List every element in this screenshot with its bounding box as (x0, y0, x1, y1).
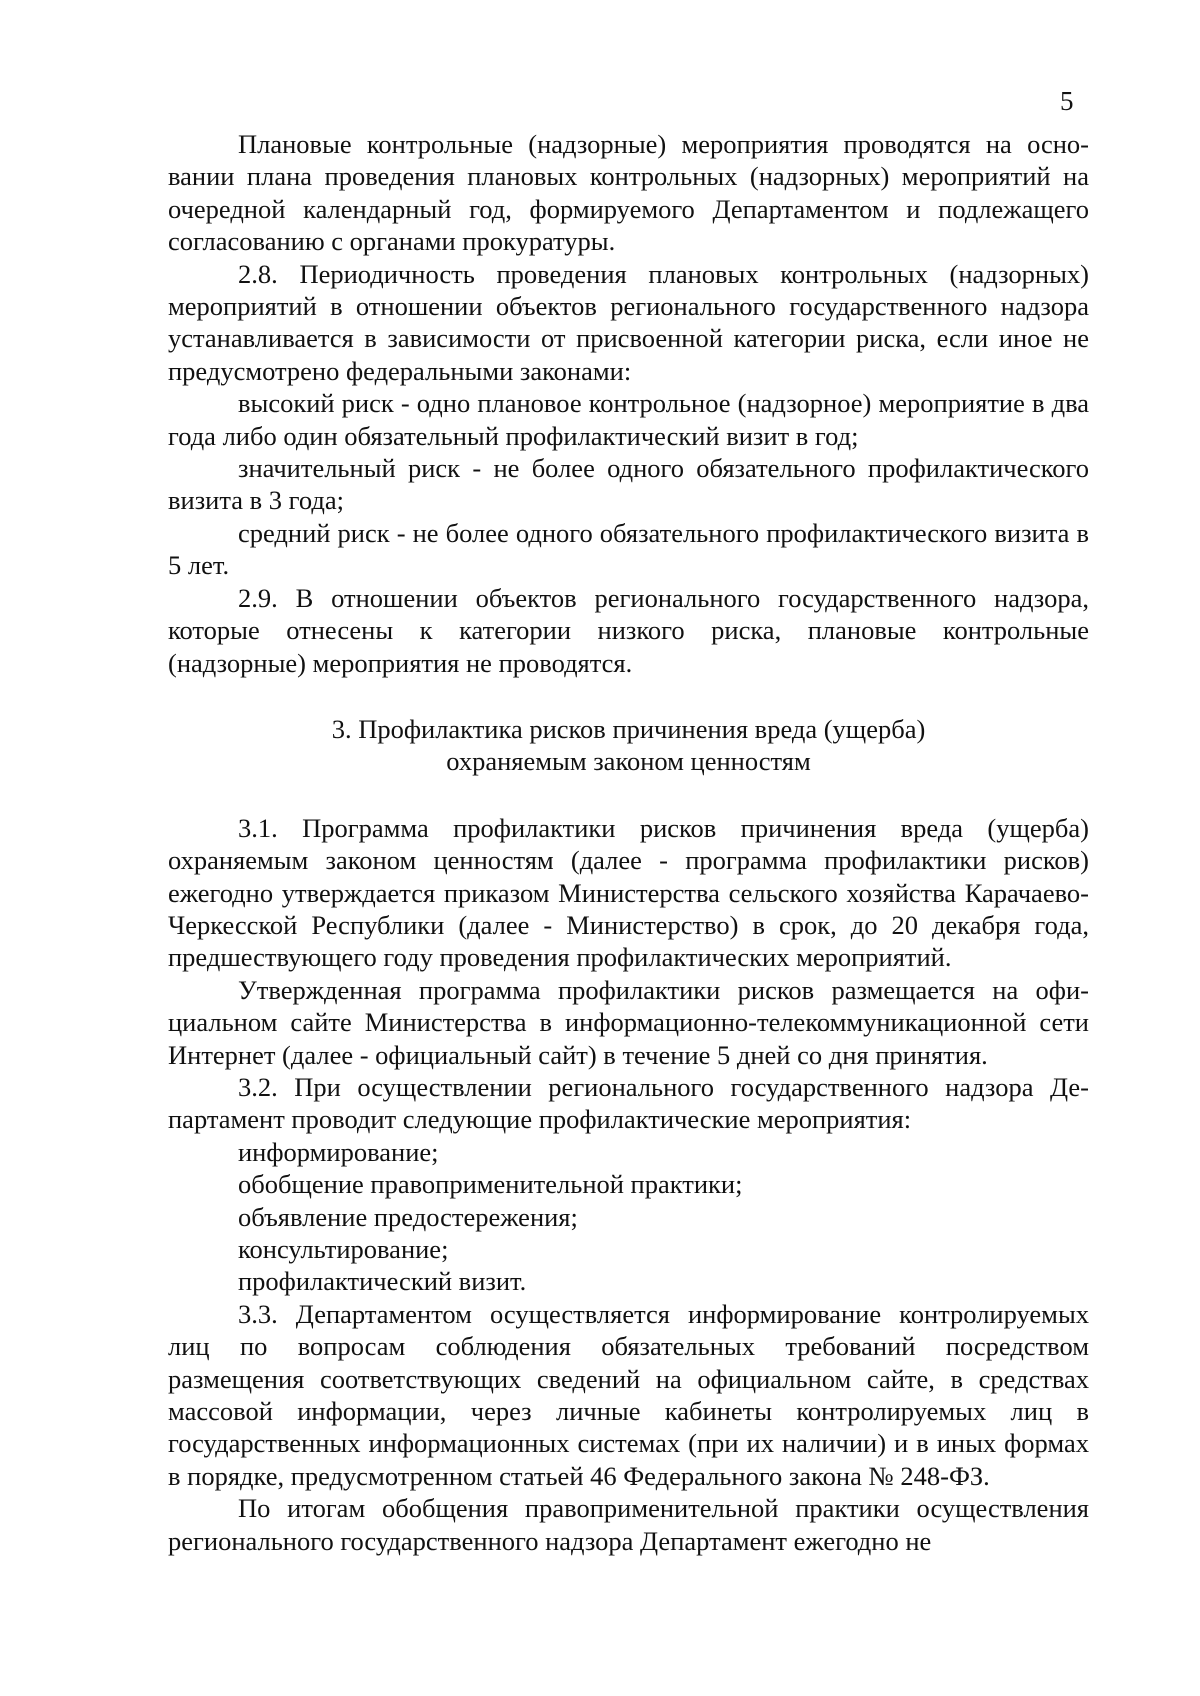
section-title-line-2: охраняемым законом ценностям (446, 746, 811, 777)
list-item-preventive-visit: профилактический визит. (238, 1266, 527, 1297)
list-item-informing: информирование; (238, 1136, 439, 1167)
paragraph-3-1: 3.1. Программа профилактики рисков причинения вреда (ущерба) охраняемым законом ценностям (далее - программа профилактики рисков) ежегодно утверждается приказом Министерства сельского хозяйства Карачаево-Черкесской Республики (далее - Министерство) в срок, до 20 декабря года, предшествующего году проведения профилактических мероприятий. (168, 812, 1089, 973)
paragraph-3-2: 3.2. При осуществлении регионального государственного надзора Департамент проводит следующие профилактические мероприятия: (168, 1071, 1089, 1135)
section-title-line-1: 3. Профилактика рисков причинения вреда (ущерба) (331, 713, 926, 744)
paragraph-3-3: 3.3. Департаментом осуществляется информирование контролируемых лиц по вопросам соблюдения обязательных требований посредством размещения соответствующих сведений на официальном сайте, в средствах массовой информации, через личные кабинеты контролируемых лиц в государственных информационных системах (при их наличии) и в иных формах в порядке, предусмотренном статьей 46 Федерального закона № 248-ФЗ. (168, 1298, 1089, 1491)
paragraph-generalization-results: По итогам обобщения правоприменительной практики осуществления регионального государственного надзора Департамент ежегодно не (168, 1493, 1089, 1556)
list-item-warning: объявление предостережения; (238, 1201, 578, 1232)
document-body (168, 128, 1089, 1557)
paragraph-significant-risk: значительный риск - не более одного обязательного профилактического визита в 3 года; (168, 453, 1089, 516)
paragraph-medium-risk: средний риск - не более одного обязательного профилактического визита в 5 лет. (168, 517, 1089, 581)
page-number: 5 (1060, 86, 1074, 116)
paragraph-planned-inspections: Плановые контрольные (надзорные) мероприятия проводятся на основании плана проведения плановых контрольных (надзорных) мероприятий на очередной календарный год, формируемого Департаментом и подлежащего согласованию с органами прокуратуры. (168, 129, 1089, 257)
paragraph-2-9: 2.9. В отношении объектов регионального государственного надзора, которые отнесены к категории низкого риска, плановые контрольные (надзорные) мероприятия не проводятся. (168, 582, 1089, 678)
list-item-generalization: обобщение правоприменительной практики; (238, 1169, 743, 1200)
paragraph-2-8: 2.8. Периодичность проведения плановых контрольных (надзорных) мероприятий в отношении объектов регионального государственного надзора устанавливается в зависимости от присвоенной категории риска, если иное не предусмотрено федеральными законами: (168, 258, 1089, 386)
paragraph-high-risk: высокий риск - одно плановое контрольное (надзорное) мероприятие в два года либо один обязательный профилактический визит в год; (168, 388, 1089, 451)
paragraph-program-publication: Утвержденная программа профилактики рисков размещается на официальном сайте Министерства в информационно-телекоммуникационной сети Интернет (далее - официальный сайт) в течение 5 дней со дня принятия. (168, 974, 1089, 1070)
list-item-consulting: консультирование; (238, 1234, 449, 1264)
